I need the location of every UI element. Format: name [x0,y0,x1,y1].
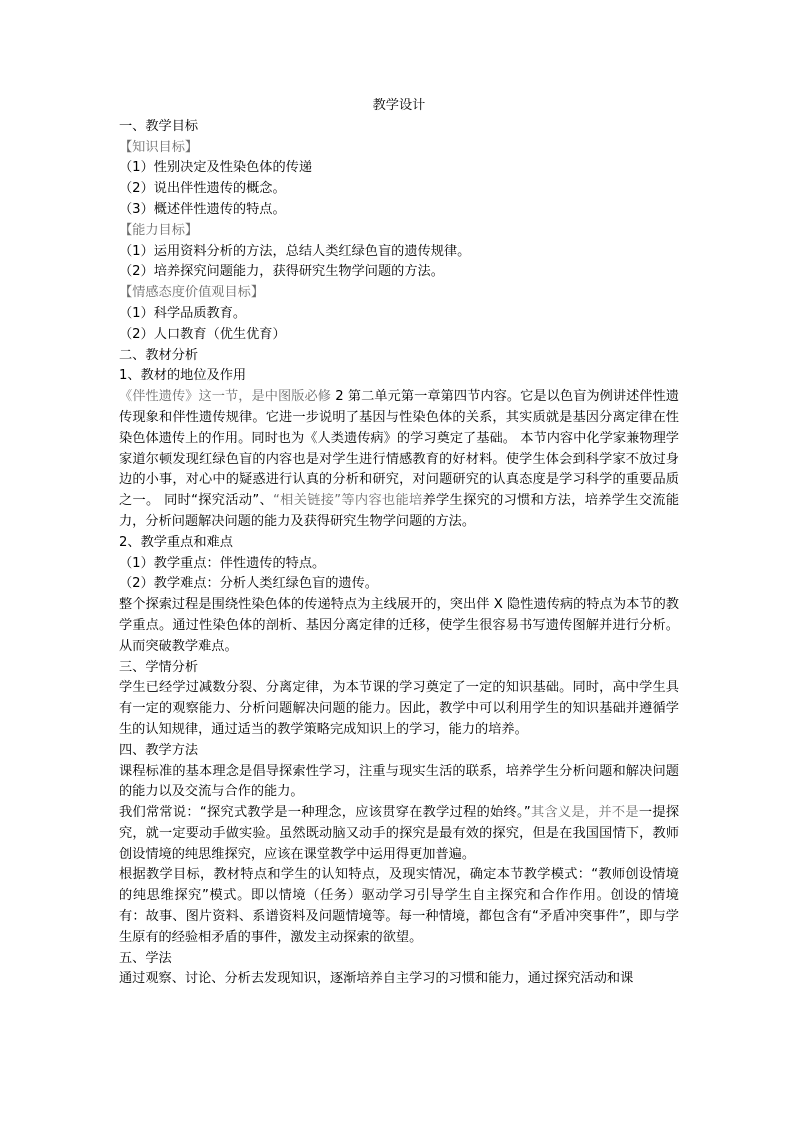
paragraph-role [119,387,679,533]
paragraph-study: 通过观察、讨论、分析去发现知识，逐渐培养自主学习的习惯和能力，通过探究活动和课 [119,971,634,987]
section-heading-objectives: 一、教学目标 [119,118,199,134]
section-heading-methods: 四、教学方法 [119,742,199,758]
subheading-role: 1、教材的地位及作用 [119,368,247,384]
paragraph-methods-3: 根据教学目标，教材特点和学生的认知特点，及现实情况，确定本节教学模式：“教师创设情境的纯思维探究”模式。即以情境（任务）驱动学习引导学生自主探究和合作作用。创设的情境有：故事、图片资料、系谱资料及问题情境等。每一种情境，都包含有“矛盾冲突事件”，即与学生原有的经验相矛盾的事件，激发主动探索的欲望。 [119,867,679,945]
section-heading-learners: 三、学情分析 [119,659,199,675]
subheading-key-points: 2、教学重点和难点 [119,534,233,550]
paragraph-learners: 学生已经学过减数分裂、分离定律，为本节课的学习奠定了一定的知识基础。同时，高中学生具有一定的观察能力、分析问题解决问题的能力。因此，教学中可以利用学生的知识基础并遵循学生的认知规律，通过适当的教学策略完成知识上的学习，能力的培养。 [119,680,679,737]
quoted-text: 其含义是，并不是 [530,805,639,821]
paragraph-text: 养学生探究的习惯和方法，培养学生交流能力，分析问题解决问题的能力及获得研究生物学问题的方法。 [119,493,680,529]
quoted-text: “相关链接”等内容也能培 [273,493,423,509]
page-title: 教学设计 [372,98,426,113]
paragraph-key-points: 整个探索过程是围绕性染色体的传递特点为主线展开的，突出伴 X 隐性遗传病的特点为本节的教学重点。通过性染色体的剖析、基因分离定律的迁移，使学生很容易书写遗传图解并进行分析。从而突破教学难点。 [119,597,679,654]
ability-label: 【能力目标】 [119,222,199,238]
list-item: （2）说出伴性遗传的概念。 [119,181,286,197]
list-item: （1）教学重点：伴性遗传的特点。 [119,555,326,571]
section-heading-study: 五、学法 [119,950,172,966]
list-item: （2）培养探究问题能力，获得研究生物学问题的方法。 [119,264,444,280]
list-item: （2）人口教育（优生优育） [119,326,286,342]
list-item: （2）教学难点：分析人类红绿色盲的遗传。 [119,576,378,592]
section-heading-material: 二、教材分析 [119,347,199,363]
list-item: （1）性别决定及性染色体的传递 [119,160,313,176]
document-page [119,96,679,990]
quoted-text: 《伴性遗传》这一节，是中图版必修 [119,389,331,405]
paragraph-text: 2 第二单元第一章第四节内容。它是以色盲为例讲述伴性遗传现象和伴性遗传规律。它进一步说明了基因与性染色体的关系，其实质就是基因分离定律在性染色体遗传上的作用。同时也为《人类遗传病》的学习奠定了基础。 本节内容中化学家兼物理学家道尔顿发现红绿色盲的内容也是对学生进行情感教育的好材料。使学生体会到科学家不放过身边的小事，对心中的疑惑进行认真的分析和研究，对问题研究的认真态度是学习科学的重要品质之一。 同时“探究活动”、 [119,389,679,509]
knowledge-label: 【知识目标】 [119,139,199,155]
list-item: （3）概述伴性遗传的特点。 [119,201,286,217]
paragraph-methods-1: 课程标准的基本理念是倡导探索性学习，注重与现实生活的联系，培养学生分析问题和解决问题的能力以及交流与合作的能力。 [119,763,679,800]
paragraph-text: 我们常常说：“探究式教学是一种理念，应该贯穿在教学过程的始终。” [119,805,531,821]
emotion-label: 【情感态度价值观目标】 [119,285,265,301]
paragraph-text: 一提探究，就一定要动手做实验。虽然既动脑又动手的探究是最有效的探究，但是在我国国情下，教师创设情境的纯思维探究，应该在课堂教学中运用得更加普遍。 [119,805,680,862]
list-item: （1）运用资料分析的方法，总结人类红绿色盲的遗传规律。 [119,243,471,259]
list-item: （1）科学品质教育。 [119,305,247,321]
paragraph-methods-2 [119,803,679,865]
